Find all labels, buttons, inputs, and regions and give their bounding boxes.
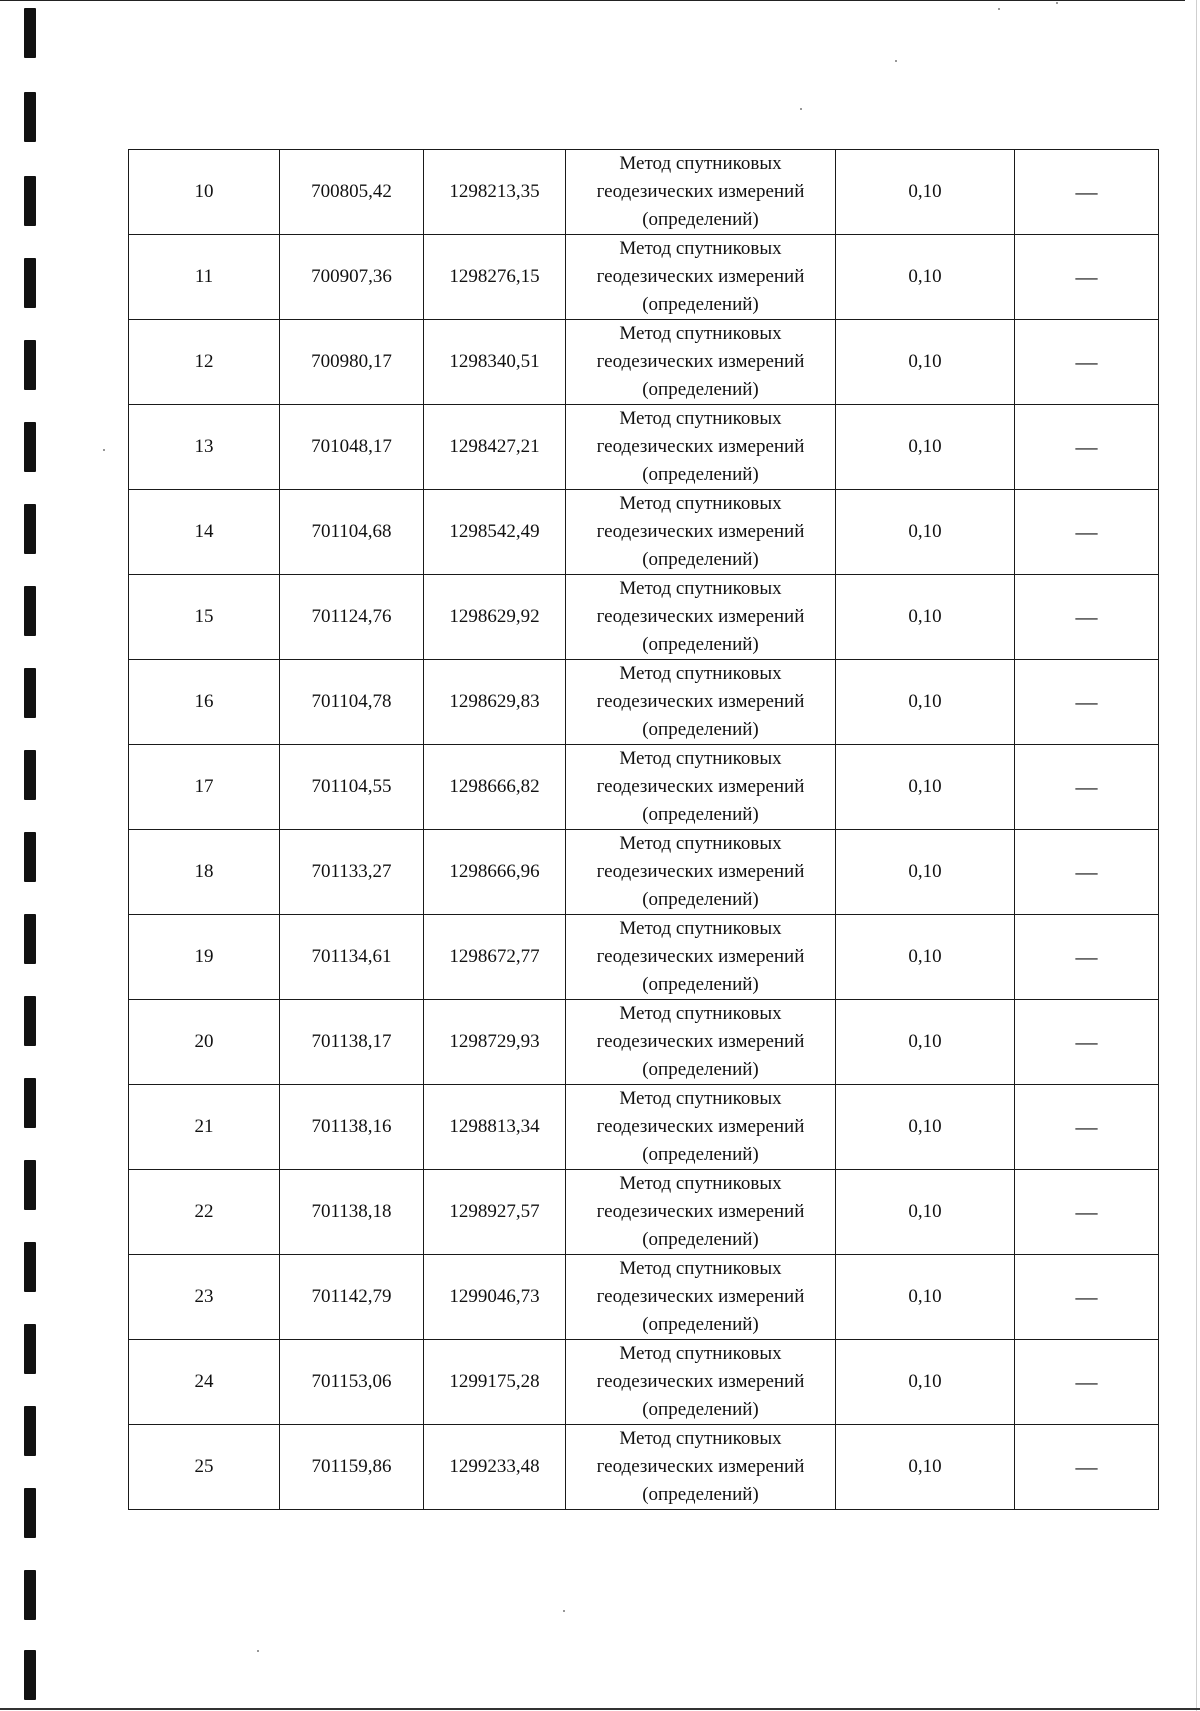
scan-speck	[563, 1610, 565, 1612]
method-cell	[566, 1340, 836, 1425]
method-line: Метод спутниковых	[619, 833, 782, 854]
x-coordinate-cell: 701104,78	[280, 660, 424, 745]
table-row	[129, 745, 1159, 830]
binding-mark	[24, 1488, 36, 1538]
y-coordinate-cell: 1298340,51	[424, 320, 566, 405]
point-number-cell: 16	[129, 660, 280, 745]
method-cell	[566, 575, 836, 660]
method-line: Метод спутниковых	[619, 918, 782, 939]
x-coordinate-cell: 701142,79	[280, 1255, 424, 1340]
x-coordinate-cell: 700805,42	[280, 150, 424, 235]
method-line: геодезических измерений	[596, 181, 805, 202]
note-cell: —	[1015, 745, 1159, 830]
y-coordinate-cell: 1298629,83	[424, 660, 566, 745]
method-cell	[566, 1255, 836, 1340]
y-coordinate-cell: 1298672,77	[424, 915, 566, 1000]
binding-mark	[24, 914, 36, 964]
method-line: Метод спутниковых	[619, 578, 782, 599]
binding-mark	[24, 1242, 36, 1292]
x-coordinate-cell: 701159,86	[280, 1425, 424, 1510]
method-line: геодезических измерений	[596, 776, 805, 797]
binding-mark	[24, 996, 36, 1046]
x-coordinate-cell: 700980,17	[280, 320, 424, 405]
method-line: геодезических измерений	[596, 946, 805, 967]
x-coordinate-cell: 701134,61	[280, 915, 424, 1000]
method-line: Метод спутниковых	[619, 1173, 782, 1194]
method-line: Метод спутниковых	[619, 153, 782, 174]
accuracy-cell: 0,10	[836, 235, 1015, 320]
scan-speck	[103, 449, 105, 451]
method-line: геодезических измерений	[596, 606, 805, 627]
method-line: Метод спутниковых	[619, 493, 782, 514]
table-row	[129, 1170, 1159, 1255]
point-number-cell: 19	[129, 915, 280, 1000]
point-number-cell: 10	[129, 150, 280, 235]
method-line: (определений)	[642, 889, 759, 910]
method-line: Метод спутниковых	[619, 1428, 782, 1449]
note-cell: —	[1015, 150, 1159, 235]
note-cell: —	[1015, 1170, 1159, 1255]
method-line: Метод спутниковых	[619, 238, 782, 259]
method-cell	[566, 405, 836, 490]
binding-mark	[24, 1078, 36, 1128]
method-line: (определений)	[642, 1484, 759, 1505]
point-number-cell: 23	[129, 1255, 280, 1340]
x-coordinate-cell: 701138,18	[280, 1170, 424, 1255]
table-row	[129, 575, 1159, 660]
method-cell	[566, 1085, 836, 1170]
point-number-cell: 13	[129, 405, 280, 490]
accuracy-cell: 0,10	[836, 1425, 1015, 1510]
binding-mark	[24, 832, 36, 882]
binding-mark	[24, 92, 36, 142]
method-line: геодезических измерений	[596, 1201, 805, 1222]
x-coordinate-cell: 701124,76	[280, 575, 424, 660]
method-line: (определений)	[642, 1314, 759, 1335]
point-number-cell: 24	[129, 1340, 280, 1425]
accuracy-cell: 0,10	[836, 1085, 1015, 1170]
accuracy-cell: 0,10	[836, 745, 1015, 830]
point-number-cell: 17	[129, 745, 280, 830]
point-number-cell: 25	[129, 1425, 280, 1510]
accuracy-cell: 0,10	[836, 915, 1015, 1000]
method-line: Метод спутниковых	[619, 1258, 782, 1279]
note-cell: —	[1015, 1340, 1159, 1425]
binding-mark	[24, 422, 36, 472]
accuracy-cell: 0,10	[836, 1340, 1015, 1425]
method-line: (определений)	[642, 549, 759, 570]
method-cell	[566, 235, 836, 320]
method-cell	[566, 660, 836, 745]
point-number-cell: 18	[129, 830, 280, 915]
accuracy-cell: 0,10	[836, 150, 1015, 235]
page-border-right	[1196, 0, 1197, 1711]
method-line: Метод спутниковых	[619, 1343, 782, 1364]
table-row	[129, 1425, 1159, 1510]
binding-mark	[24, 1324, 36, 1374]
method-line: Метод спутниковых	[619, 1088, 782, 1109]
accuracy-cell: 0,10	[836, 575, 1015, 660]
y-coordinate-cell: 1298666,82	[424, 745, 566, 830]
point-number-cell: 12	[129, 320, 280, 405]
y-coordinate-cell: 1298629,92	[424, 575, 566, 660]
point-number-cell: 15	[129, 575, 280, 660]
binding-mark	[24, 668, 36, 718]
method-line: Метод спутниковых	[619, 408, 782, 429]
coordinates-table	[128, 149, 1159, 1510]
binding-mark	[24, 1650, 36, 1700]
method-line: (определений)	[642, 1229, 759, 1250]
table-row	[129, 1340, 1159, 1425]
accuracy-cell: 0,10	[836, 1000, 1015, 1085]
method-line: геодезических измерений	[596, 1371, 805, 1392]
method-cell	[566, 915, 836, 1000]
note-cell: —	[1015, 660, 1159, 745]
binding-mark	[24, 586, 36, 636]
y-coordinate-cell: 1298276,15	[424, 235, 566, 320]
y-coordinate-cell: 1298427,21	[424, 405, 566, 490]
method-line: (определений)	[642, 804, 759, 825]
accuracy-cell: 0,10	[836, 660, 1015, 745]
binding-mark	[24, 1160, 36, 1210]
method-cell	[566, 150, 836, 235]
binding-mark	[24, 176, 36, 226]
method-line: (определений)	[642, 209, 759, 230]
method-cell	[566, 320, 836, 405]
method-line: (определений)	[642, 294, 759, 315]
table-row	[129, 1255, 1159, 1340]
x-coordinate-cell: 701153,06	[280, 1340, 424, 1425]
method-cell	[566, 745, 836, 830]
scan-speck	[257, 1650, 259, 1652]
y-coordinate-cell: 1298666,96	[424, 830, 566, 915]
method-line: Метод спутниковых	[619, 1003, 782, 1024]
y-coordinate-cell: 1298813,34	[424, 1085, 566, 1170]
method-line: геодезических измерений	[596, 266, 805, 287]
note-cell: —	[1015, 490, 1159, 575]
accuracy-cell: 0,10	[836, 830, 1015, 915]
note-cell: —	[1015, 915, 1159, 1000]
note-cell: —	[1015, 235, 1159, 320]
note-cell: —	[1015, 405, 1159, 490]
method-line: геодезических измерений	[596, 351, 805, 372]
y-coordinate-cell: 1299175,28	[424, 1340, 566, 1425]
x-coordinate-cell: 701048,17	[280, 405, 424, 490]
table-row	[129, 660, 1159, 745]
point-number-cell: 20	[129, 1000, 280, 1085]
table-body	[129, 150, 1159, 1510]
y-coordinate-cell: 1299046,73	[424, 1255, 566, 1340]
note-cell: —	[1015, 575, 1159, 660]
method-line: геодезических измерений	[596, 436, 805, 457]
accuracy-cell: 0,10	[836, 1255, 1015, 1340]
point-number-cell: 11	[129, 235, 280, 320]
method-cell	[566, 490, 836, 575]
y-coordinate-cell: 1298213,35	[424, 150, 566, 235]
note-cell: —	[1015, 830, 1159, 915]
x-coordinate-cell: 701138,17	[280, 1000, 424, 1085]
method-line: (определений)	[642, 634, 759, 655]
note-cell: —	[1015, 320, 1159, 405]
scan-speck	[800, 108, 802, 110]
method-line: геодезических измерений	[596, 1456, 805, 1477]
binding-mark	[24, 1570, 36, 1620]
note-cell: —	[1015, 1085, 1159, 1170]
method-line: (определений)	[642, 464, 759, 485]
scan-speck	[1056, 2, 1058, 4]
method-line: геодезических измерений	[596, 861, 805, 882]
method-line: геодезических измерений	[596, 1116, 805, 1137]
note-cell: —	[1015, 1425, 1159, 1510]
binding-mark	[24, 8, 36, 58]
table-row	[129, 830, 1159, 915]
method-cell	[566, 830, 836, 915]
page-border-bottom	[0, 1708, 1200, 1710]
note-cell: —	[1015, 1000, 1159, 1085]
point-number-cell: 22	[129, 1170, 280, 1255]
y-coordinate-cell: 1298927,57	[424, 1170, 566, 1255]
accuracy-cell: 0,10	[836, 490, 1015, 575]
table-row	[129, 1000, 1159, 1085]
method-line: (определений)	[642, 974, 759, 995]
y-coordinate-cell: 1298729,93	[424, 1000, 566, 1085]
method-line: (определений)	[642, 1399, 759, 1420]
x-coordinate-cell: 701138,16	[280, 1085, 424, 1170]
table-row	[129, 150, 1159, 235]
method-cell	[566, 1425, 836, 1510]
binding-strip	[0, 0, 60, 1711]
point-number-cell: 14	[129, 490, 280, 575]
accuracy-cell: 0,10	[836, 1170, 1015, 1255]
method-cell	[566, 1000, 836, 1085]
x-coordinate-cell: 701133,27	[280, 830, 424, 915]
x-coordinate-cell: 701104,55	[280, 745, 424, 830]
method-line: геодезических измерений	[596, 521, 805, 542]
y-coordinate-cell: 1298542,49	[424, 490, 566, 575]
method-line: Метод спутниковых	[619, 323, 782, 344]
binding-mark	[24, 258, 36, 308]
y-coordinate-cell: 1299233,48	[424, 1425, 566, 1510]
binding-mark	[24, 1406, 36, 1456]
x-coordinate-cell: 701104,68	[280, 490, 424, 575]
method-line: геодезических измерений	[596, 1286, 805, 1307]
x-coordinate-cell: 700907,36	[280, 235, 424, 320]
method-line: геодезических измерений	[596, 691, 805, 712]
method-line: (определений)	[642, 379, 759, 400]
binding-mark	[24, 340, 36, 390]
binding-mark	[24, 504, 36, 554]
scan-speck	[895, 60, 897, 62]
point-number-cell: 21	[129, 1085, 280, 1170]
method-line: Метод спутниковых	[619, 663, 782, 684]
scan-speck	[998, 8, 1000, 10]
table-row	[129, 915, 1159, 1000]
method-line: геодезических измерений	[596, 1031, 805, 1052]
method-line: (определений)	[642, 1144, 759, 1165]
table-row	[129, 490, 1159, 575]
method-line: (определений)	[642, 1059, 759, 1080]
method-line: (определений)	[642, 719, 759, 740]
binding-mark	[24, 750, 36, 800]
table-row	[129, 405, 1159, 490]
page-border-top	[0, 0, 1185, 1]
table-row	[129, 235, 1159, 320]
method-cell	[566, 1170, 836, 1255]
accuracy-cell: 0,10	[836, 320, 1015, 405]
accuracy-cell: 0,10	[836, 405, 1015, 490]
table-row	[129, 320, 1159, 405]
method-line: Метод спутниковых	[619, 748, 782, 769]
note-cell: —	[1015, 1255, 1159, 1340]
table-row	[129, 1085, 1159, 1170]
